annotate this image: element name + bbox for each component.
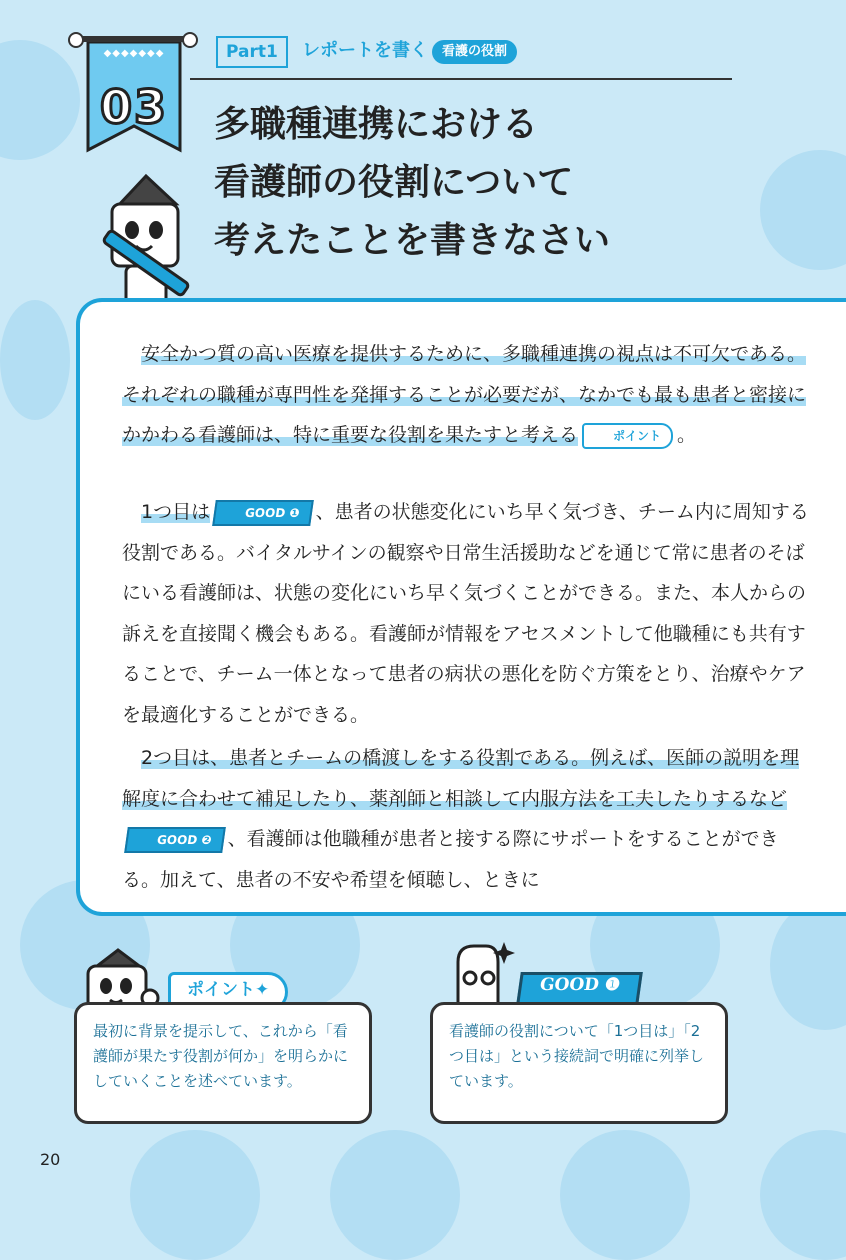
bg-dot bbox=[560, 1130, 690, 1260]
pennant-dots: ◆◆◆◆◆◆◆ bbox=[103, 48, 165, 59]
title-rule bbox=[190, 78, 732, 80]
good1-badge: GOOD ❶ bbox=[212, 500, 313, 526]
chapter-number: 03 bbox=[99, 80, 168, 134]
bg-dot bbox=[330, 1130, 460, 1260]
paragraph-2-text: 、患者の状態変化にいち早く気づき、チーム内に周知する役割である。バイタルサインの観察や日常生活援助などを通じて常に患者のそばにいる看護師は、状態の変化にいち早く気づくことができる。また、本人からの訴えを直接聞く機会もある。看護師が情報をアセスメントして他職種にも共有することで、チーム一体となって患者の病状の悪化を防ぐ方策をとり、治療やケアを最適化することができる。 bbox=[122, 501, 809, 726]
good-tip-text: 看護師の役割について「1つ目は」「2つ目は」という接続詞で明確に列挙しています。 bbox=[449, 1022, 705, 1090]
good-label: GOOD ❶ bbox=[515, 972, 643, 1012]
good-tip-box bbox=[430, 1002, 728, 1124]
paragraph-1-end: 。 bbox=[677, 424, 697, 446]
paragraph-3-end: 、看護師は他職種が患者と接する際にサポートをすることができる。加えて、患者の不安や希望を傾聴し、ときに bbox=[122, 828, 779, 891]
bg-dot bbox=[130, 1130, 260, 1260]
point-label-text: ポイント bbox=[187, 980, 255, 1000]
good2-badge: GOOD ❷ bbox=[124, 827, 225, 853]
bg-dot bbox=[0, 40, 80, 160]
sparkle-icon: ✦ bbox=[255, 980, 270, 1000]
part-title: レポートを書く bbox=[302, 40, 428, 61]
page-title bbox=[214, 96, 814, 270]
bg-dot bbox=[770, 900, 846, 1030]
paragraph-1 bbox=[122, 334, 812, 456]
point-tip-text: 最初に背景を提示して、これから「看護師が果たす役割が何か」を明らかにしていくことを述べています。 bbox=[93, 1022, 349, 1090]
paragraph-3-text: 2つ目は、患者とチームの橋渡しをする役割である。例えば、医師の説明を理解度に合わせて補足したり、薬剤師と相談して内服方法を工夫したりするなど bbox=[122, 747, 800, 810]
page-number: 20 bbox=[40, 1150, 61, 1169]
paragraph-1-text: 安全かつ質の高い医療を提供するために、多職種連携の視点は不可欠である。それぞれの職種が専門性を発揮することが必要だが、なかでも最も患者と密接にかかわる看護師は、特に重要な役割を果たすと考える bbox=[122, 343, 807, 446]
point-tip-box bbox=[74, 1002, 372, 1124]
point-badge: ポイント bbox=[582, 423, 673, 449]
paragraph-2-lead: 1つ目は bbox=[141, 501, 211, 523]
essay-panel bbox=[76, 298, 846, 916]
bg-dot bbox=[760, 1130, 846, 1260]
chapter-pennant bbox=[86, 42, 182, 154]
topic-tag: 看護の役割 bbox=[432, 40, 517, 64]
title-line-1: 多職種連携における bbox=[214, 104, 539, 145]
part-label: Part1 bbox=[216, 36, 288, 68]
paragraph-3 bbox=[122, 738, 812, 900]
paragraph-2 bbox=[122, 492, 812, 735]
bg-dot bbox=[0, 300, 70, 420]
eraser-character-icon bbox=[446, 938, 516, 1008]
title-line-3: 考えたことを書きなさい bbox=[214, 220, 611, 261]
title-line-2: 看護師の役割について bbox=[214, 162, 574, 203]
